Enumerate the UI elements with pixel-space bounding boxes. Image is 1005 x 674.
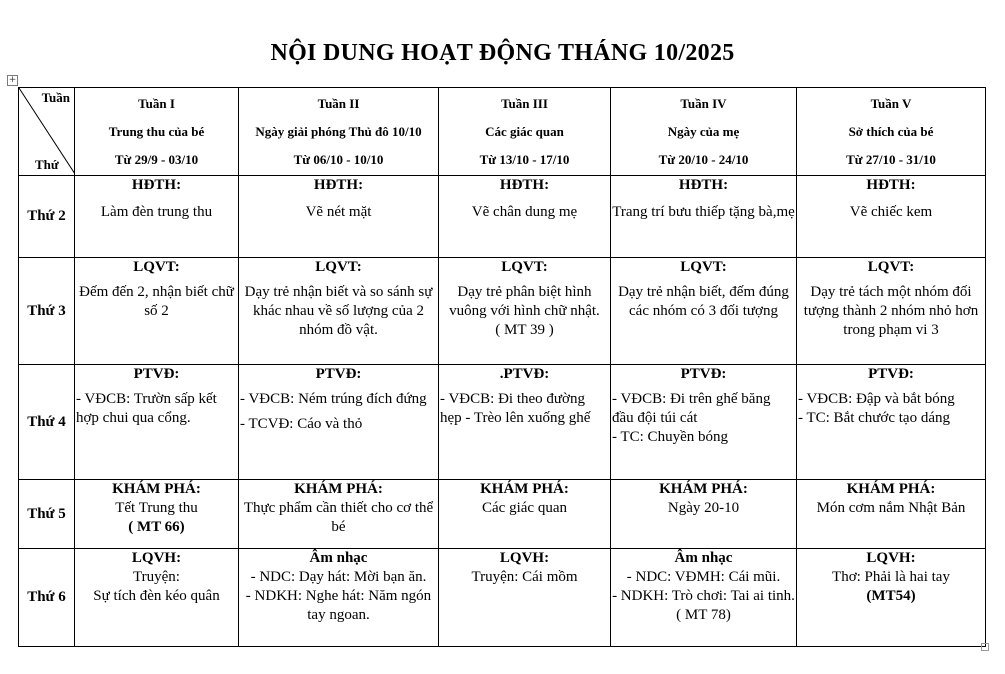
activity-cell [75,176,239,258]
week-header-3 [439,88,611,176]
week-name: Tuần IV [680,96,727,111]
activity-label: HĐTH: [499,177,550,193]
activity-cell [75,365,239,480]
activity-text: - VĐCB: Trườn sấp kết hợp chui qua cổng. [76,391,217,426]
activity-cell [797,365,986,480]
activity-text: Tết Trung thu [115,500,198,516]
activity-cell [611,549,797,647]
week-header-4 [611,88,797,176]
corner-cell [19,88,75,176]
activity-cell [239,549,439,647]
activity-label: HĐTH: [678,177,729,193]
activity-text: - VĐCB: Ném trúng đích đứng [240,391,427,407]
week-theme: Sở thích của bé [848,124,934,139]
activity-text: Dạy trẻ nhận biết và so sánh sự khác nhau về số lượng của 2 nhóm đồ vật. [244,284,433,338]
activity-text: - TCVĐ: Cáo và thỏ [240,416,363,432]
activity-cell [611,365,797,480]
activity-cell [75,258,239,365]
activity-label: HĐTH: [866,177,916,193]
activity-text: Dạy trẻ nhận biết, đếm đúng các nhóm có 3 đối tượng [618,284,789,319]
week-range: Từ 06/10 - 10/10 [293,152,384,167]
week-range: Từ 20/10 - 24/10 [658,152,749,167]
activity-text: - TC: Bắt chước tạo dáng [798,410,950,426]
activity-label: LQVT: [680,259,727,275]
schedule-table [18,87,986,647]
row-thu-3 [19,258,986,365]
activity-label: LQVT: [133,259,180,275]
target-code: (MT54) [866,588,916,604]
week-name: Tuần I [138,96,175,111]
activity-text: Vẽ nét mặt [305,204,372,220]
activity-label: PTVĐ: [133,366,180,382]
corner-day-label: Thứ [35,157,59,172]
activity-cell [239,258,439,365]
activity-label: KHÁM PHÁ: [846,481,936,497]
week-header-1 [75,88,239,176]
activity-label: KHÁM PHÁ: [112,481,201,497]
week-name: Tuần V [870,96,912,111]
activity-label: Âm nhạc [674,550,733,566]
day-label: Thứ 6 [19,549,75,647]
activity-cell [239,365,439,480]
activity-label: LQVH: [131,550,182,566]
activity-cell [75,480,239,549]
activity-label: KHÁM PHÁ: [294,481,383,497]
activity-text: Ngày 20-10 [667,500,740,516]
activity-text: Truyện: [133,569,180,585]
activity-text: Món cơm nắm Nhật Bản [816,500,966,516]
activity-text: Thơ: Phải là hai tay [832,569,950,585]
week-range: Từ 13/10 - 17/10 [479,152,570,167]
week-range: Từ 27/10 - 31/10 [846,152,936,167]
activity-label: HĐTH: [313,177,364,193]
activity-label: KHÁM PHÁ: [480,481,569,497]
activity-text: Trang trí bưu thiếp tặng bà,mẹ [612,204,795,220]
day-label: Thứ 4 [19,365,75,480]
activity-label: PTVĐ: [868,366,914,382]
row-thu-5 [19,480,986,549]
week-header-2 [239,88,439,176]
header-row [19,88,986,176]
day-label: Thứ 5 [19,480,75,549]
day-label: Thứ 3 [19,258,75,365]
activity-cell [239,176,439,258]
corner-week-label: Tuần [41,90,70,105]
activity-text: - NDC: Dạy hát: Mời bạn ăn. [250,569,427,585]
week-theme: Các giác quan [485,124,564,139]
row-thu-6 [19,549,986,647]
activity-text: Dạy trẻ tách một nhóm đối tượng thành 2 nhóm nhỏ hơn trong phạm vi 3 [803,284,979,338]
week-header-5 [797,88,986,176]
move-anchor-icon[interactable]: + [8,75,17,85]
activity-cell [439,176,611,258]
activity-cell [797,258,986,365]
activity-cell [439,258,611,365]
week-name: Tuần II [317,96,360,111]
activity-text: Thực phẩm cần thiết cho cơ thể bé [243,500,434,535]
activity-text: Các giác quan [482,500,567,516]
activity-text: - VĐCB: Đi theo đường hẹp - Trèo lên xuống ghế [440,391,591,426]
activity-cell [439,480,611,549]
activity-text: Đếm đến 2, nhận biết chữ số 2 [79,284,234,319]
target-code: ( MT 78) [676,607,731,623]
activity-text: - NDC: VĐMH: Cái mũi. [626,569,781,585]
day-label: Thứ 2 [19,176,75,258]
activity-text: - VĐCB: Đập và bắt bóng [798,391,955,407]
activity-text: - TC: Chuyền bóng [612,429,728,445]
activity-cell [797,480,986,549]
activity-cell [611,176,797,258]
activity-label: Âm nhạc [309,550,368,566]
activity-cell [797,176,986,258]
activity-cell [75,549,239,647]
activity-label: LQVT: [315,259,362,275]
activity-label: LQVT: [501,259,548,275]
activity-text: Sự tích đèn kéo quân [93,588,220,604]
activity-text: - NDKH: Trò chơi: Tai ai tinh. [612,588,795,604]
activity-label: KHÁM PHÁ: [659,481,748,497]
activity-label: HĐTH: [131,177,182,193]
row-thu-2 [19,176,986,258]
page-title: NỘI DUNG HOẠT ĐỘNG THÁNG 10/2025 [270,40,735,66]
activity-cell [439,549,611,647]
activity-cell [439,365,611,480]
activity-label: PTVĐ: [680,366,727,382]
activity-text: - NDKH: Nghe hát: Năm ngón tay ngoan. [245,588,432,623]
week-name: Tuần III [501,96,548,111]
activity-text: - VĐCB: Đi trên ghế băng đầu đội túi cát [612,391,771,426]
activity-text: Truyện: Cái mồm [471,569,578,585]
activity-text: Làm đèn trung thu [100,204,213,220]
activity-cell [797,549,986,647]
activity-cell [611,258,797,365]
activity-cell [239,480,439,549]
week-theme: Ngày của mẹ [667,124,740,139]
end-of-table-marker [981,643,989,651]
week-range: Từ 29/9 - 03/10 [114,152,199,167]
activity-label: LQVH: [866,550,916,566]
activity-label: PTVĐ: [315,366,362,382]
activity-label: LQVH: [499,550,550,566]
week-theme: Trung thu của bé [108,124,205,139]
activity-label: .PTVĐ: [499,366,550,382]
activity-cell [611,480,797,549]
activity-label: LQVT: [867,259,915,275]
activity-text: Dạy trẻ phân biệt hình vuông với hình chữ nhật. [449,284,600,319]
target-code: ( MT 66) [128,519,185,535]
row-thu-4 [19,365,986,480]
activity-text: Vẽ chân dung mẹ [471,204,578,220]
week-theme: Ngày giải phóng Thủ đô 10/10 [255,124,422,139]
target-code: ( MT 39 ) [495,322,554,338]
activity-text: Vẽ chiếc kem [849,204,933,220]
